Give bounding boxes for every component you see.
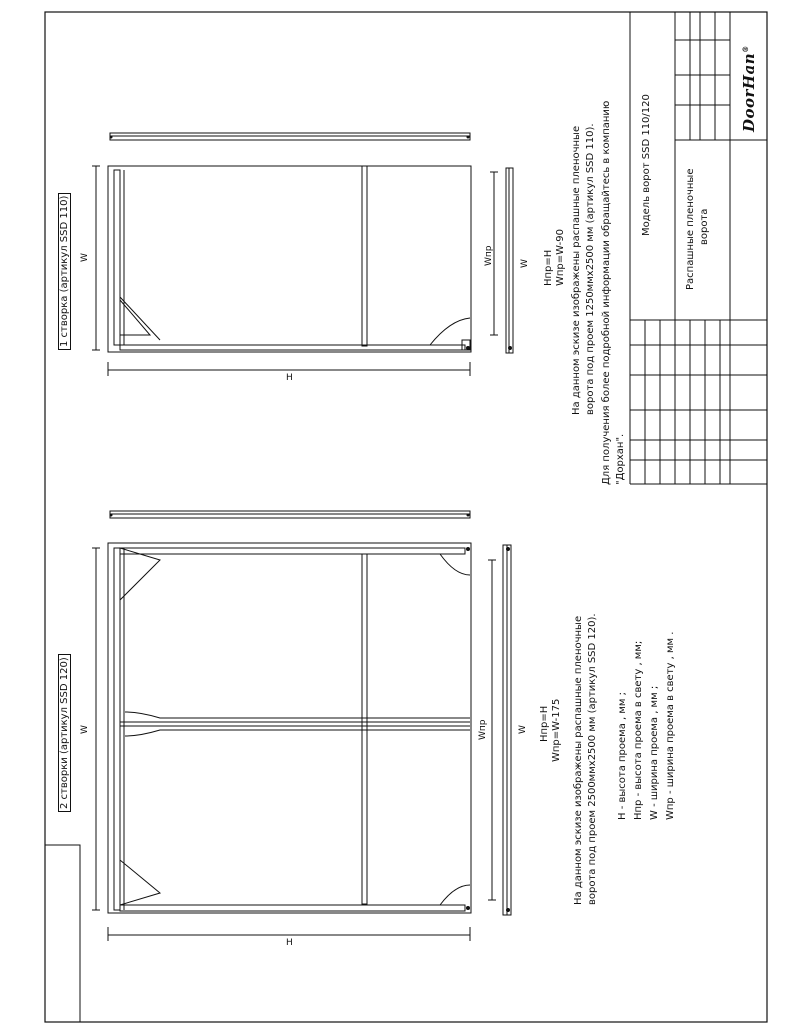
legend-item: H - высота проема , мм ; [617, 691, 628, 820]
one-leaf-formula-h: Hпр=H [543, 249, 554, 286]
one-leaf-formula-w: Wпр=W-90 [555, 229, 566, 286]
two-leaf-title: 2 створки (артикул SSD 120) [58, 654, 71, 812]
legend-item: Wпр - ширина проема в свету , мм . [665, 631, 676, 820]
two-leaf-formula-h: Hпр=H [539, 705, 550, 742]
legend-item: W - ширина проема , мм ; [649, 685, 660, 820]
two-leaf-h-label: H [286, 938, 293, 948]
two-leaf-formula-w: Wпр=W-175 [551, 698, 562, 762]
two-leaf-gate [92, 511, 511, 941]
one-leaf-w-label: W [80, 253, 90, 262]
one-leaf-wpr-label: Wпр [484, 245, 494, 266]
product-name-2: ворота [699, 208, 710, 245]
sheet-frame [45, 12, 767, 1022]
one-leaf-note-2: ворота под проем 1250ммх2500 мм (артикул SSD 110). [585, 123, 596, 415]
two-leaf-note-2: ворота под проем 2500ммх2500 мм (артикул SSD 120). [587, 613, 598, 905]
model-label: Модель ворот SSD 110/120 [641, 94, 652, 236]
doorhan-logo: DoorHan® [740, 45, 758, 132]
two-leaf-w-label: W [80, 725, 90, 734]
two-leaf-w2-label: W [518, 725, 528, 734]
one-leaf-w2-label: W [520, 259, 530, 268]
product-name-1: Распашные пленочные [685, 168, 696, 290]
info-line-1: Для получения более подробной информации обращайтесь в компанию [601, 100, 612, 485]
info-line-2: "Дорхан". [615, 433, 626, 485]
one-leaf-gate [92, 133, 513, 376]
one-leaf-note-1: На данном эскизе изображены распашные пленочные [571, 125, 582, 415]
legend-item: Hпр - высота проема в свету , мм; [633, 640, 644, 820]
two-leaf-note-1: На данном эскизе изображены распашные пленочные [573, 615, 584, 905]
two-leaf-wpr-label: Wпр [478, 719, 488, 740]
one-leaf-h-label: H [286, 373, 293, 383]
one-leaf-title: 1 створка (артикул SSD 110) [58, 193, 71, 350]
